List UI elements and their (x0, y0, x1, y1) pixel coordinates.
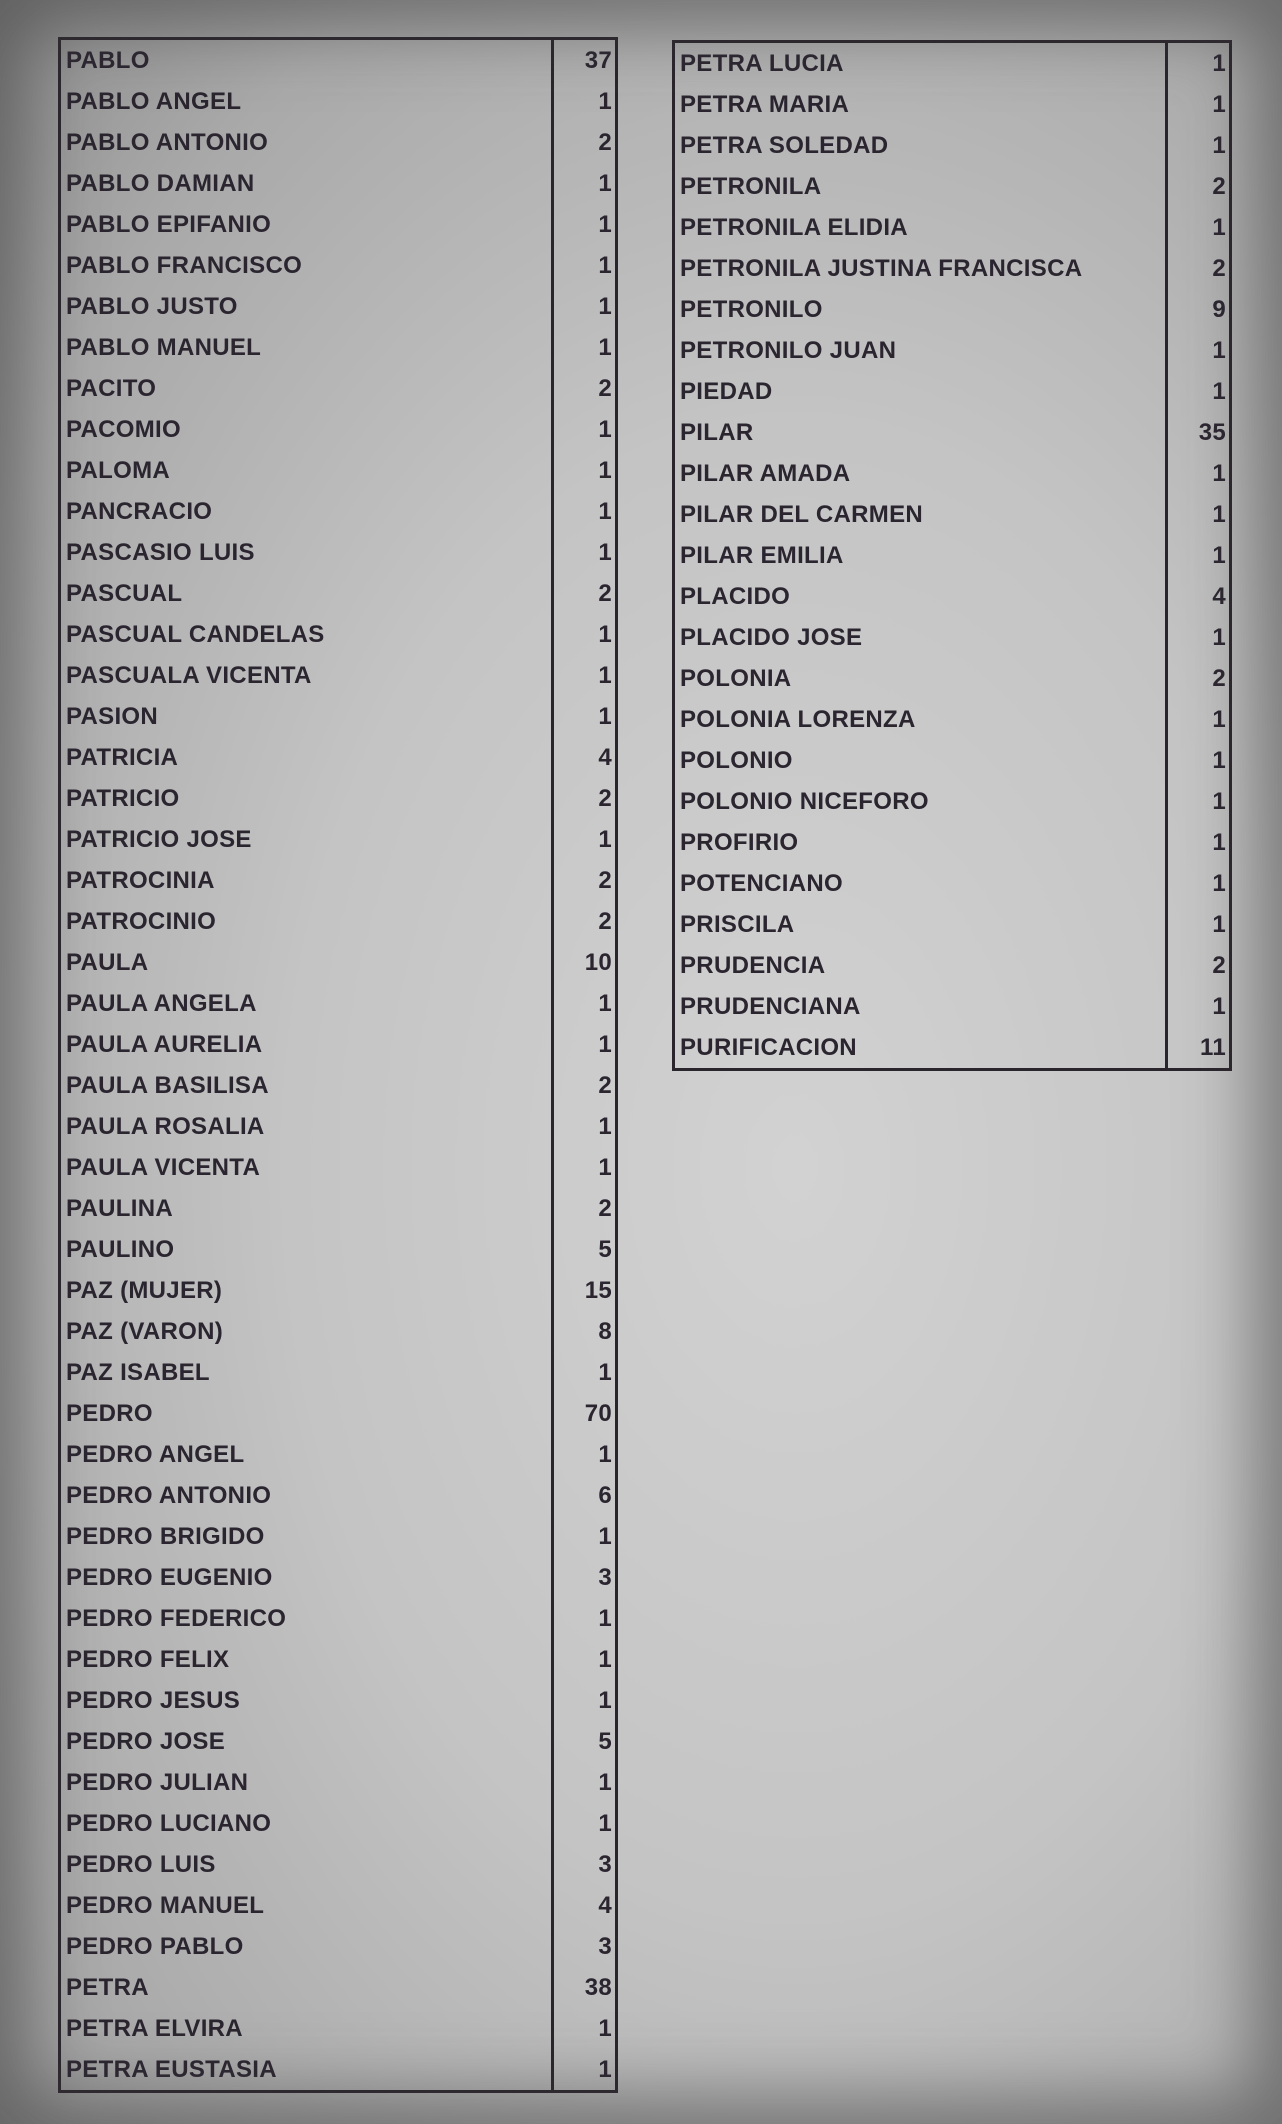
count-cell: 1 (598, 415, 612, 443)
name-cell: PASCUALA VICENTA (60, 655, 553, 696)
count-cell: 1 (1212, 869, 1226, 897)
name-cell: PASION (60, 696, 553, 737)
table-row (60, 204, 617, 245)
count-cell: 1 (598, 1440, 612, 1468)
name-cell: PABLO (60, 39, 553, 82)
count-cell: 1 (1212, 828, 1226, 856)
name-cell: PATROCINIA (60, 860, 553, 901)
name-cell: PAULA ROSALIA (60, 1106, 553, 1147)
table-row (674, 125, 1231, 166)
name-cell: PASCUAL CANDELAS (60, 614, 553, 655)
name-cell: POLONIO (674, 740, 1167, 781)
count-cell: 3 (598, 1932, 612, 1960)
count-cell: 1 (598, 292, 612, 320)
table-row (60, 1680, 617, 1721)
count-cell: 1 (598, 456, 612, 484)
name-cell: PEDRO JOSE (60, 1721, 553, 1762)
count-cell: 3 (598, 1850, 612, 1878)
table-row (60, 1926, 617, 1967)
name-cell: PATROCINIO (60, 901, 553, 942)
count-cell: 1 (1212, 90, 1226, 118)
name-cell: PEDRO FEDERICO (60, 1598, 553, 1639)
table-row (674, 822, 1231, 863)
name-cell: PETRA EUSTASIA (60, 2049, 553, 2092)
name-cell: PAZ (VARON) (60, 1311, 553, 1352)
table-row (60, 1721, 617, 1762)
count-cell: 1 (1212, 459, 1226, 487)
count-cell: 1 (598, 702, 612, 730)
table-row (674, 535, 1231, 576)
count-cell: 1 (1212, 623, 1226, 651)
name-cell: PETRONILA (674, 166, 1167, 207)
table-row (60, 1352, 617, 1393)
name-cell: PABLO DAMIAN (60, 163, 553, 204)
count-cell: 1 (1212, 500, 1226, 528)
name-cell: PASCASIO LUIS (60, 532, 553, 573)
count-cell: 1 (1212, 705, 1226, 733)
table-row (674, 863, 1231, 904)
table-row (60, 737, 617, 778)
count-cell: 1 (598, 1153, 612, 1181)
name-cell: POLONIA LORENZA (674, 699, 1167, 740)
count-cell: 2 (598, 784, 612, 812)
count-cell: 1 (598, 1030, 612, 1058)
count-cell: 3 (598, 1563, 612, 1591)
table-row (60, 1967, 617, 2008)
table-row (674, 658, 1231, 699)
table-row (60, 1270, 617, 1311)
count-cell: 70 (584, 1399, 612, 1427)
table-row (674, 84, 1231, 125)
table-row (60, 1557, 617, 1598)
count-cell: 2 (598, 866, 612, 894)
count-cell: 1 (1212, 213, 1226, 241)
count-cell: 4 (1212, 582, 1226, 610)
table-row (60, 819, 617, 860)
count-cell: 1 (598, 538, 612, 566)
count-cell: 1 (1212, 49, 1226, 77)
table-row (60, 1229, 617, 1270)
table-row (60, 778, 617, 819)
table-row (60, 1516, 617, 1557)
count-cell: 1 (1212, 541, 1226, 569)
count-cell: 1 (598, 1112, 612, 1140)
table-row (674, 781, 1231, 822)
count-cell: 1 (598, 989, 612, 1017)
table-row (60, 696, 617, 737)
name-cell: PEDRO JESUS (60, 1680, 553, 1721)
table-row (60, 1188, 617, 1229)
name-cell: PILAR DEL CARMEN (674, 494, 1167, 535)
count-cell: 5 (598, 1727, 612, 1755)
name-cell: PILAR AMADA (674, 453, 1167, 494)
name-cell: PLACIDO (674, 576, 1167, 617)
count-cell: 2 (598, 1071, 612, 1099)
count-cell: 1 (598, 2014, 612, 2042)
table-row (60, 532, 617, 573)
table-row (60, 860, 617, 901)
table-row (60, 1393, 617, 1434)
count-cell: 1 (1212, 377, 1226, 405)
table-row (60, 163, 617, 204)
count-cell: 38 (584, 1973, 612, 2001)
count-cell: 2 (598, 374, 612, 402)
count-cell: 1 (598, 251, 612, 279)
table-row (60, 942, 617, 983)
name-cell: PETRA LUCIA (674, 42, 1167, 85)
count-cell: 1 (598, 1604, 612, 1632)
count-cell: 1 (598, 2055, 612, 2083)
name-cell: PASCUAL (60, 573, 553, 614)
table-row (674, 576, 1231, 617)
count-cell: 4 (598, 1891, 612, 1919)
name-cell: PEDRO (60, 1393, 553, 1434)
table-row (674, 986, 1231, 1027)
count-cell: 1 (598, 825, 612, 853)
name-cell: PABLO ANGEL (60, 81, 553, 122)
count-cell: 1 (598, 210, 612, 238)
name-cell: PALOMA (60, 450, 553, 491)
table-row (60, 1803, 617, 1844)
name-cell: PEDRO LUCIANO (60, 1803, 553, 1844)
name-cell: PIEDAD (674, 371, 1167, 412)
name-cell: PEDRO JULIAN (60, 1762, 553, 1803)
count-cell: 15 (584, 1276, 612, 1304)
name-cell: POLONIO NICEFORO (674, 781, 1167, 822)
count-cell: 1 (598, 1768, 612, 1796)
table-row (60, 983, 617, 1024)
table-row (60, 1598, 617, 1639)
name-cell: PETRONILA ELIDIA (674, 207, 1167, 248)
name-cell: PACITO (60, 368, 553, 409)
name-cell: PAZ ISABEL (60, 1352, 553, 1393)
table-row (60, 327, 617, 368)
name-cell: PILAR (674, 412, 1167, 453)
table-row (674, 289, 1231, 330)
count-cell: 5 (598, 1235, 612, 1263)
name-cell: PABLO EPIFANIO (60, 204, 553, 245)
name-cell: PRUDENCIA (674, 945, 1167, 986)
count-cell: 1 (598, 1358, 612, 1386)
table-row (60, 122, 617, 163)
table-row (60, 901, 617, 942)
table-row (674, 248, 1231, 289)
count-cell: 1 (1212, 746, 1226, 774)
table-row (60, 1024, 617, 1065)
name-cell: PETRONILA JUSTINA FRANCISCA (674, 248, 1167, 289)
name-cell: PAULINO (60, 1229, 553, 1270)
name-cell: PEDRO MANUEL (60, 1885, 553, 1926)
name-cell: PATRICIO (60, 778, 553, 819)
table-row (60, 409, 617, 450)
count-cell: 2 (598, 1194, 612, 1222)
count-cell: 35 (1198, 418, 1226, 446)
table-row (60, 1475, 617, 1516)
table-row (60, 245, 617, 286)
table-row (60, 2049, 617, 2092)
name-cell: PAZ (MUJER) (60, 1270, 553, 1311)
count-cell: 37 (584, 46, 612, 74)
name-cell: PEDRO LUIS (60, 1844, 553, 1885)
count-cell: 10 (584, 948, 612, 976)
name-cell: PURIFICACION (674, 1027, 1167, 1070)
table-row (674, 166, 1231, 207)
name-cell: PABLO FRANCISCO (60, 245, 553, 286)
table-row (60, 1147, 617, 1188)
name-cell: PEDRO ANGEL (60, 1434, 553, 1475)
table-body-left (60, 39, 617, 2092)
count-cell: 1 (598, 620, 612, 648)
name-cell: PAULINA (60, 1188, 553, 1229)
table-row (60, 1762, 617, 1803)
table-row (60, 1639, 617, 1680)
count-cell: 1 (598, 169, 612, 197)
count-cell: 1 (598, 1809, 612, 1837)
name-cell: PLACIDO JOSE (674, 617, 1167, 658)
name-count-table-right (672, 40, 1232, 1071)
count-cell: 1 (598, 661, 612, 689)
name-cell: PETRA (60, 1967, 553, 2008)
count-cell: 6 (598, 1481, 612, 1509)
table-row (60, 1065, 617, 1106)
name-cell: PAULA ANGELA (60, 983, 553, 1024)
count-cell: 9 (1212, 295, 1226, 323)
table-row (60, 39, 617, 82)
count-cell: 2 (1212, 664, 1226, 692)
count-cell: 1 (598, 1645, 612, 1673)
table-row (674, 207, 1231, 248)
name-cell: PETRA SOLEDAD (674, 125, 1167, 166)
table-row (60, 81, 617, 122)
table-row (60, 573, 617, 614)
table-row (674, 904, 1231, 945)
count-cell: 1 (1212, 131, 1226, 159)
count-cell: 1 (598, 1522, 612, 1550)
table-row (60, 1844, 617, 1885)
count-cell: 2 (1212, 254, 1226, 282)
count-cell: 1 (598, 1686, 612, 1714)
table-row (674, 453, 1231, 494)
count-cell: 2 (598, 128, 612, 156)
table-row (674, 1027, 1231, 1070)
count-cell: 8 (598, 1317, 612, 1345)
table-row (674, 371, 1231, 412)
table-row (60, 1311, 617, 1352)
table-row (60, 1106, 617, 1147)
table-row (674, 42, 1231, 85)
table-row (674, 699, 1231, 740)
table-row (674, 740, 1231, 781)
name-cell: PATRICIA (60, 737, 553, 778)
table-row (60, 1434, 617, 1475)
count-cell: 2 (598, 579, 612, 607)
count-cell: 2 (1212, 951, 1226, 979)
table-row (60, 491, 617, 532)
count-cell: 1 (1212, 787, 1226, 815)
table-row (60, 655, 617, 696)
name-cell: PABLO JUSTO (60, 286, 553, 327)
table-body-right (674, 42, 1231, 1070)
table-row (674, 945, 1231, 986)
table-row (60, 368, 617, 409)
name-cell: PEDRO FELIX (60, 1639, 553, 1680)
name-cell: PAULA VICENTA (60, 1147, 553, 1188)
count-cell: 4 (598, 743, 612, 771)
name-cell: PEDRO ANTONIO (60, 1475, 553, 1516)
table-row (674, 412, 1231, 453)
name-cell: PILAR EMILIA (674, 535, 1167, 576)
count-cell: 2 (1212, 172, 1226, 200)
count-cell: 1 (598, 333, 612, 361)
name-cell: POTENCIANO (674, 863, 1167, 904)
name-cell: PROFIRIO (674, 822, 1167, 863)
name-cell: PRUDENCIANA (674, 986, 1167, 1027)
table-row (60, 1885, 617, 1926)
name-cell: PETRA MARIA (674, 84, 1167, 125)
name-cell: PAULA (60, 942, 553, 983)
table-row (674, 494, 1231, 535)
name-cell: PETRONILO (674, 289, 1167, 330)
name-cell: PETRA ELVIRA (60, 2008, 553, 2049)
count-cell: 11 (1200, 1033, 1226, 1061)
table-row (674, 617, 1231, 658)
name-cell: PRISCILA (674, 904, 1167, 945)
table-row (674, 330, 1231, 371)
count-cell: 2 (598, 907, 612, 935)
name-cell: PANCRACIO (60, 491, 553, 532)
name-cell: PAULA BASILISA (60, 1065, 553, 1106)
count-cell: 1 (598, 87, 612, 115)
name-cell: PATRICIO JOSE (60, 819, 553, 860)
name-cell: PETRONILO JUAN (674, 330, 1167, 371)
table-row (60, 450, 617, 491)
name-cell: PACOMIO (60, 409, 553, 450)
name-count-table-left (58, 37, 618, 2093)
count-cell: 1 (1212, 910, 1226, 938)
name-cell: PEDRO BRIGIDO (60, 1516, 553, 1557)
count-cell: 1 (1212, 992, 1226, 1020)
table-row (60, 286, 617, 327)
name-cell: PEDRO EUGENIO (60, 1557, 553, 1598)
name-cell: POLONIA (674, 658, 1167, 699)
count-cell: 1 (1212, 336, 1226, 364)
name-cell: PEDRO PABLO (60, 1926, 553, 1967)
name-cell: PABLO MANUEL (60, 327, 553, 368)
table-row (60, 2008, 617, 2049)
name-cell: PAULA AURELIA (60, 1024, 553, 1065)
table-row (60, 614, 617, 655)
name-cell: PABLO ANTONIO (60, 122, 553, 163)
count-cell: 1 (598, 497, 612, 525)
